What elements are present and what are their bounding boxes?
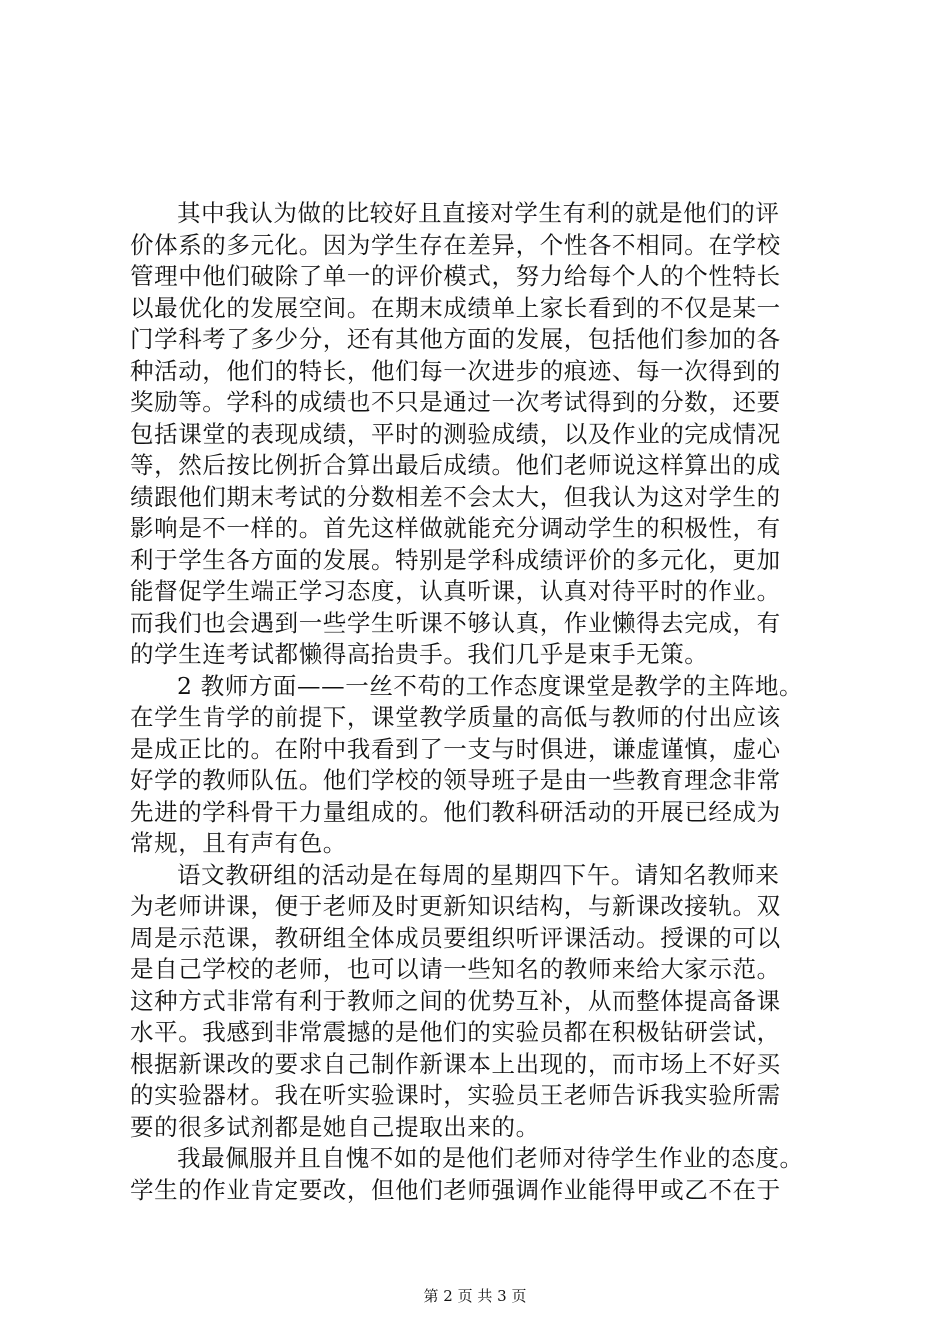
text-line: 学生的作业肯定要改，但他们老师强调作业能得甲或乙不在于 (130, 1175, 781, 1204)
text-line: 种活动，他们的特长，他们每一次进步的痕迹、每一次得到的 (130, 356, 781, 385)
text-line: 水平。我感到非常震撼的是他们的实验员都在积极钻研尝试， (130, 1018, 781, 1046)
text-line: 先进的学科骨干力量组成的。他们教科研活动的开展已经成为 (130, 797, 781, 826)
text-line: 绩跟他们期末考试的分数相差不会太大，但我认为这对学生的 (130, 482, 781, 511)
text-line: 的实验器材。我在听实验课时，实验员王老师告诉我实验所需 (130, 1081, 781, 1109)
document-body (130, 198, 835, 1206)
text-line: 门学科考了多少分，还有其他方面的发展，包括他们参加的各 (130, 325, 781, 353)
text-line: 为老师讲课，便于老师及时更新知识结构，与新课改接轨。双 (130, 892, 781, 920)
text-line: 这种方式非常有利于教师之间的优势互补，从而整体提高备课 (130, 986, 781, 1015)
text-line: 根据新课改的要求自己制作新课本上出现的，而市场上不好买 (130, 1049, 781, 1078)
text-line: 价体系的多元化。因为学生存在差异，个性各不相同。在学校 (130, 230, 781, 259)
text-line: 的学生连考试都懒得高抬贵手。我们几乎是束手无策。 (130, 640, 709, 668)
text-line: 利于学生各方面的发展。特别是学科成绩评价的多元化，更加 (130, 545, 781, 574)
text-line: 影响是不一样的。首先这样做就能充分调动学生的积极性，有 (130, 514, 781, 542)
page-number: 第 2 页 共 3 页 (423, 1287, 527, 1305)
text-line: 语文教研组的活动是在每周的星期四下午。请知名教师来 (177, 860, 780, 889)
text-line: 包括课堂的表现成绩，平时的测验成绩，以及作业的完成情况 (130, 419, 781, 448)
text-line: 等，然后按比例折合算出最后成绩。他们老师说这样算出的成 (130, 451, 781, 479)
text-line: 其中我认为做的比较好且直接对学生有利的就是他们的评 (177, 199, 780, 227)
text-line: 周是示范课，教研组全体成员要组织听评课活动。授课的可以 (130, 923, 781, 952)
text-line: 常规，且有声有色。 (130, 829, 347, 857)
text-line: 以最优化的发展空间。在期末成绩单上家长看到的不仅是某一 (130, 293, 781, 322)
text-line: 要的很多试剂都是她自己提取出来的。 (130, 1112, 540, 1141)
text-line: 2 教师方面——一丝不苟的工作态度课堂是教学的主阵地。 (177, 671, 804, 700)
text-line: 在学生肯学的前提下，课堂教学质量的高低与教师的付出应该 (130, 703, 781, 731)
text-line: 能督促学生端正学习态度，认真听课，认真对待平时的作业。 (130, 577, 781, 605)
text-line: 而我们也会遇到一些学生听课不够认真，作业懒得去完成，有 (130, 608, 781, 637)
text-line: 是成正比的。在附中我看到了一支与时俱进，谦虚谨慎，虚心 (130, 734, 781, 763)
text-line: 奖励等。学科的成绩也不只是通过一次考试得到的分数，还要 (130, 388, 781, 416)
text-line: 管理中他们破除了单一的评价模式，努力给每个人的个性特长 (130, 262, 781, 290)
text-line: 我最佩服并且自愧不如的是他们老师对待学生作业的态度。 (177, 1144, 804, 1172)
text-line: 好学的教师队伍。他们学校的领导班子是由一些教育理念非常 (130, 766, 781, 794)
text-line: 是自己学校的老师，也可以请一些知名的教师来给大家示范。 (130, 955, 781, 983)
page-footer (0, 1286, 950, 1306)
